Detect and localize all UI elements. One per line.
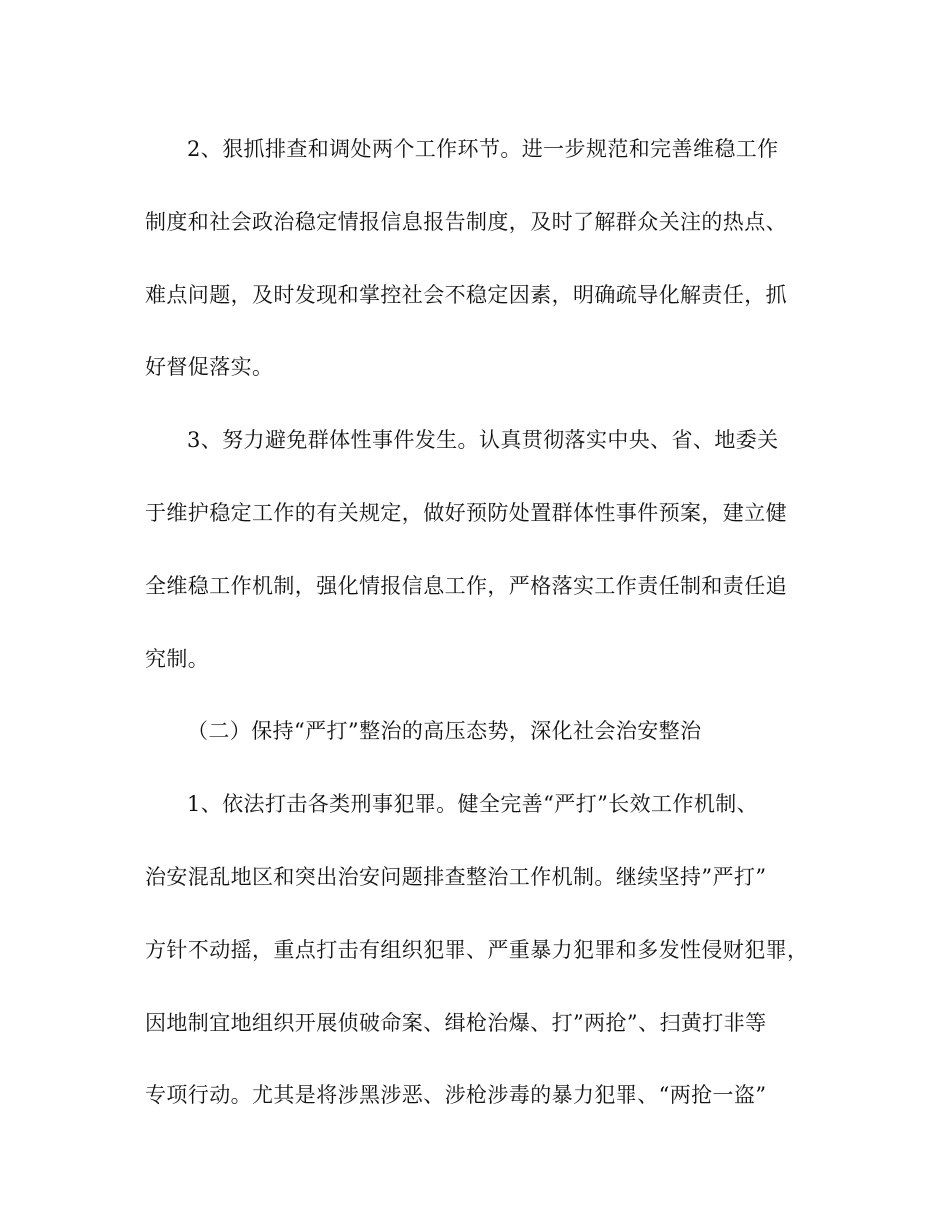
- paragraph-line: 专项行动。尤其是将涉黑涉恶、涉枪涉毒的暴力犯罪、“两抢一盗”: [145, 1083, 767, 1108]
- paragraph-line: 难点问题，及时发现和掌控社会不稳定因素，明确疏导化解责任，抓: [145, 282, 787, 307]
- document-body: [145, 113, 810, 1132]
- paragraph-line: 3、努力避免群体性事件发生。认真贯彻落实中央、省、地委关: [187, 428, 779, 453]
- paragraph-line: 于维护稳定工作的有关规定，做好预防处置群体性事件预案，建立健: [145, 500, 787, 525]
- paragraph-line: 制度和社会政治稳定情报信息报告制度，及时了解群众关注的热点、: [145, 209, 787, 234]
- paragraph-line: 治安混乱地区和突出治安问题排查整治工作机制。继续坚持”严打”: [145, 864, 767, 889]
- paragraph-line: 究制。: [145, 646, 210, 671]
- paragraph-line: 好督促落实。: [145, 355, 274, 380]
- paragraph-line: 2、狠抓排查和调处两个工作环节。进一步规范和完善维稳工作: [187, 137, 779, 161]
- paragraph-line: 方针不动摇，重点打击有组织犯罪、严重暴力犯罪和多发性侵财犯罪，: [145, 937, 809, 962]
- paragraph-line: 因地制宜地组织开展侦破命案、缉枪治爆、打”两抢”、扫黄打非等: [145, 1010, 767, 1035]
- section-heading: （二）保持“严打”整治的高压态势，深化社会治安整治: [187, 719, 702, 744]
- paragraph-line: 1、依法打击各类刑事犯罪。健全完善“严打”长效工作机制、: [187, 792, 759, 817]
- paragraph-line: 全维稳工作机制，强化情报信息工作，严格落实工作责任制和责任追: [145, 573, 787, 598]
